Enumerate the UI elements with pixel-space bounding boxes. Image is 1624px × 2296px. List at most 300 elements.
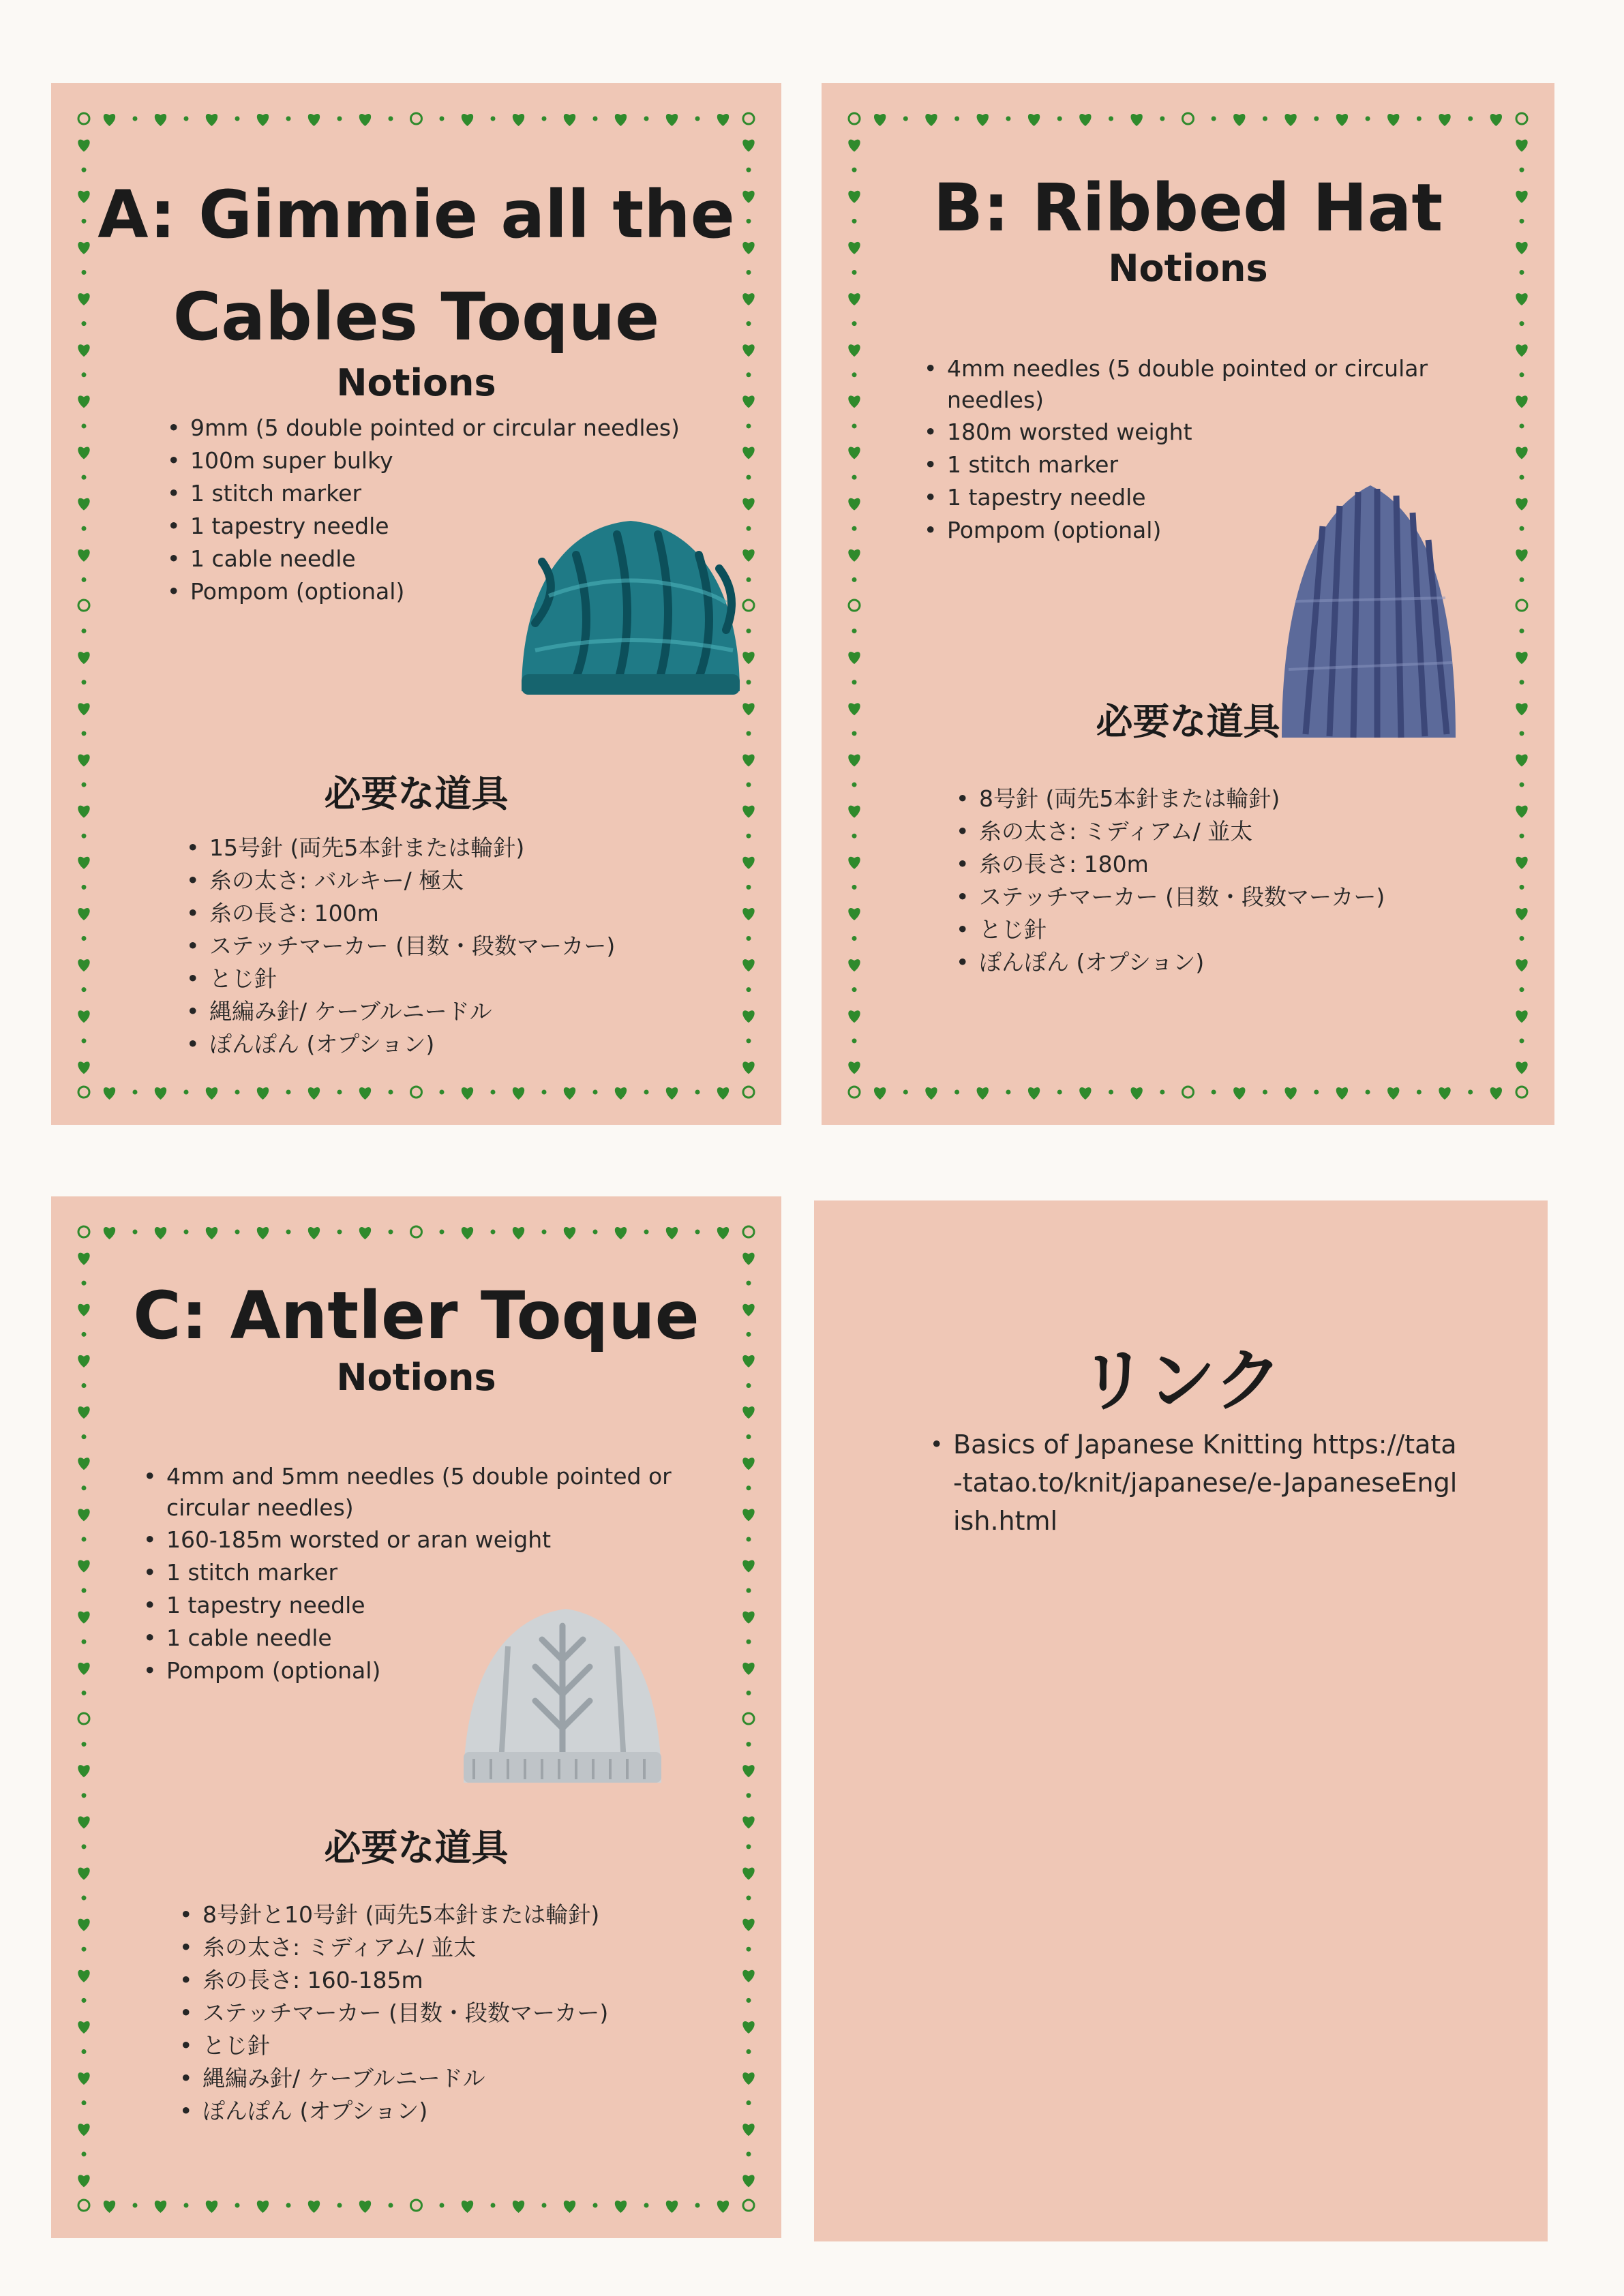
heart-icon <box>564 1227 575 1239</box>
dot-icon <box>1263 117 1267 121</box>
heart-icon <box>848 652 860 664</box>
links-title: リンク <box>1079 1341 1282 1421</box>
dot-icon <box>82 629 87 633</box>
dot-icon <box>852 987 857 992</box>
list-item: • 縄編み針/ ケーブルニードル <box>179 2062 608 2095</box>
heart-icon <box>848 806 860 818</box>
heart-icon <box>1516 754 1527 766</box>
heart-icon <box>1028 114 1040 126</box>
list-item: • ぽんぽん (オプション) <box>179 2095 608 2128</box>
heart-icon <box>78 2124 89 2136</box>
heart-icon <box>1336 114 1348 126</box>
heart-icon <box>742 857 754 869</box>
ring-icon <box>78 2200 89 2211</box>
dot-icon <box>440 1230 445 1235</box>
heart-icon <box>742 1663 754 1675</box>
dot-icon <box>286 2203 291 2208</box>
heart-icon <box>666 1227 678 1239</box>
heart-icon <box>848 908 860 920</box>
heart-icon <box>359 2201 371 2213</box>
heart-icon <box>78 1612 89 1624</box>
dot-icon <box>1263 1090 1267 1095</box>
heart-icon <box>1131 114 1143 126</box>
dot-icon <box>747 423 751 428</box>
dot-icon <box>1520 423 1524 428</box>
heart-icon <box>1490 1087 1502 1100</box>
list-item: • 糸の太さ: ミディアム/ 並太 <box>179 1931 608 1964</box>
dot-icon <box>852 629 857 633</box>
dot-icon <box>747 1691 751 1695</box>
heart-icon <box>1516 1010 1527 1023</box>
heart-icon <box>155 2201 166 2213</box>
dot-icon <box>286 1090 291 1095</box>
dot-icon <box>1520 987 1524 992</box>
dot-icon <box>491 2203 496 2208</box>
list-item: • 1 stitch marker <box>167 477 680 510</box>
list-item: • 1 tapestry needle <box>143 1589 698 1622</box>
dot-icon <box>1520 936 1524 941</box>
list-item: • とじ針 <box>956 913 1385 946</box>
heart-icon <box>155 1087 166 1100</box>
heart-icon <box>78 2175 89 2187</box>
heart-icon <box>462 114 473 126</box>
heart-icon <box>78 140 89 152</box>
list-item: • Pompom (optional) <box>167 575 680 608</box>
list-item: • 1 stitch marker <box>143 1556 698 1589</box>
dot-icon <box>440 1090 445 1095</box>
dot-icon <box>852 526 857 531</box>
link-item[interactable]: • Basics of Japanese Knitting https://tata-tatao.to/knit/japanese/e-JapaneseEnglish.html <box>930 1425 1458 1540</box>
dot-icon <box>1520 885 1524 890</box>
dot-icon <box>747 1434 751 1439</box>
heart-icon <box>206 1227 217 1239</box>
links-list <box>930 1425 1458 1540</box>
dot-icon <box>133 2203 138 2208</box>
ring-icon <box>1516 113 1527 124</box>
heart-icon <box>78 1663 89 1675</box>
dot-icon <box>286 1230 291 1235</box>
heart-icon <box>78 1970 89 1982</box>
dot-icon <box>852 321 857 326</box>
card-a-notions-heading: Notions <box>336 361 496 404</box>
heart-icon <box>1079 1087 1091 1100</box>
heart-icon <box>615 1087 627 1100</box>
dot-icon <box>82 2151 87 2156</box>
dot-icon <box>747 1588 751 1593</box>
heart-icon <box>742 1457 754 1470</box>
heart-icon <box>742 959 754 971</box>
heart-icon <box>206 1087 217 1100</box>
dot-icon <box>1160 117 1164 121</box>
dot-icon <box>82 1038 87 1043</box>
list-item: • ステッチマーカー (目数・段数マーカー) <box>956 881 1385 913</box>
dot-icon <box>852 423 857 428</box>
list-item: • 糸の太さ: ミディアム/ 並太 <box>956 815 1385 848</box>
dot-icon <box>1314 1090 1319 1095</box>
heart-icon <box>564 1087 575 1100</box>
heart-icon <box>717 2201 729 2213</box>
heart-icon <box>359 1227 371 1239</box>
dot-icon <box>82 936 87 941</box>
ring-icon <box>78 1713 89 1724</box>
card-c-notions-heading: Notions <box>336 1356 496 1399</box>
card-a-title-line1: A: Gimmie all the <box>97 177 735 253</box>
list-item: • 糸の長さ: 160-185m <box>179 1964 608 1997</box>
heart-icon <box>615 114 627 126</box>
heart-icon <box>564 2201 575 2213</box>
heart-icon <box>742 2021 754 2034</box>
dot-icon <box>82 834 87 839</box>
card-c <box>51 1196 781 2238</box>
heart-icon <box>1233 114 1245 126</box>
heart-icon <box>359 1087 371 1100</box>
dot-icon <box>747 475 751 480</box>
dot-icon <box>1468 117 1473 121</box>
dot-icon <box>133 1090 138 1095</box>
dot-icon <box>389 117 393 121</box>
heart-icon <box>78 1509 89 1521</box>
heart-icon <box>1490 114 1502 126</box>
dot-icon <box>440 2203 445 2208</box>
heart-icon <box>104 1227 115 1239</box>
dot-icon <box>954 1090 959 1095</box>
heart-icon <box>742 1509 754 1521</box>
list-item: • 8号針 (両先5本針または輪針) <box>956 783 1385 815</box>
dot-icon <box>747 936 751 941</box>
dot-icon <box>852 885 857 890</box>
dot-icon <box>184 117 189 121</box>
cable-hat-image <box>501 500 760 712</box>
heart-icon <box>742 1061 754 1074</box>
heart-icon <box>874 1087 886 1100</box>
heart-icon <box>1516 959 1527 971</box>
dot-icon <box>1520 834 1524 839</box>
list-item: • 1 cable needle <box>143 1622 698 1655</box>
dot-icon <box>593 117 598 121</box>
dot-icon <box>852 577 857 582</box>
list-item: • 180m worsted weight <box>924 416 1452 449</box>
ring-icon <box>849 1087 860 1098</box>
heart-icon <box>742 1970 754 1982</box>
dot-icon <box>1006 1090 1010 1095</box>
dot-icon <box>235 2203 240 2208</box>
card-c-jp-list <box>179 1899 608 2128</box>
card-c-title: C: Antler Toque <box>133 1278 700 1354</box>
dot-icon <box>82 1947 87 1952</box>
dot-icon <box>82 680 87 684</box>
dot-icon <box>852 783 857 787</box>
heart-icon <box>742 1253 754 1265</box>
card-c-jp-heading: 必要な道具 <box>324 1826 509 1869</box>
card-b-jp-heading: 必要な道具 <box>1096 700 1280 743</box>
dot-icon <box>82 731 87 736</box>
ring-icon <box>743 2200 754 2211</box>
heart-icon <box>717 1087 729 1100</box>
heart-icon <box>1439 114 1450 126</box>
ring-icon <box>78 113 89 124</box>
dot-icon <box>337 1090 342 1095</box>
heart-icon <box>1516 908 1527 920</box>
heart-icon <box>717 1227 729 1239</box>
dot-icon <box>852 475 857 480</box>
heart-icon <box>742 1612 754 1624</box>
heart-icon <box>104 114 115 126</box>
dot-icon <box>1006 117 1010 121</box>
list-item: • 1 stitch marker <box>924 449 1452 481</box>
heart-icon <box>78 498 89 511</box>
dot-icon <box>542 117 547 121</box>
dot-icon <box>1109 1090 1113 1095</box>
card-links <box>814 1200 1548 2241</box>
dot-icon <box>1520 783 1524 787</box>
heart-icon <box>1516 140 1527 152</box>
dot-icon <box>852 1038 857 1043</box>
heart-icon <box>1439 1087 1450 1100</box>
heart-icon <box>1284 114 1296 126</box>
heart-icon <box>78 2021 89 2034</box>
heart-icon <box>1028 1087 1040 1100</box>
heart-icon <box>308 114 320 126</box>
list-item: • 4mm needles (5 double pointed or circular needles) <box>924 353 1452 416</box>
dot-icon <box>542 1090 547 1095</box>
dot-icon <box>852 834 857 839</box>
list-item: • 糸の太さ: バルキー/ 極太 <box>186 864 615 897</box>
dot-icon <box>82 475 87 480</box>
dot-icon <box>852 680 857 684</box>
dot-icon <box>903 1090 908 1095</box>
list-item: • 糸の長さ: 180m <box>956 848 1385 881</box>
dot-icon <box>389 1090 393 1095</box>
heart-icon <box>666 2201 678 2213</box>
dot-icon <box>337 2203 342 2208</box>
ring-icon <box>849 113 860 124</box>
heart-icon <box>848 395 860 408</box>
list-item: • 糸の長さ: 100m <box>186 897 615 930</box>
heart-icon <box>78 1457 89 1470</box>
card-a-jp-list <box>186 832 615 1061</box>
dot-icon <box>747 2151 751 2156</box>
heart-icon <box>742 140 754 152</box>
card-b-notions-heading: Notions <box>1108 247 1268 290</box>
heart-icon <box>206 2201 217 2213</box>
heart-icon <box>615 1227 627 1239</box>
ring-icon <box>411 2200 422 2211</box>
heart-icon <box>462 1227 473 1239</box>
heart-icon <box>848 754 860 766</box>
card-a <box>51 83 781 1125</box>
dot-icon <box>954 117 959 121</box>
heart-icon <box>104 2201 115 2213</box>
heart-icon <box>848 344 860 357</box>
heart-icon <box>78 1406 89 1419</box>
heart-icon <box>78 1560 89 1573</box>
heart-icon <box>1516 806 1527 818</box>
heart-icon <box>848 293 860 305</box>
dot-icon <box>389 2203 393 2208</box>
ring-icon <box>411 1087 422 1098</box>
dot-icon <box>133 1230 138 1235</box>
dot-icon <box>389 1230 393 1235</box>
heart-icon <box>155 114 166 126</box>
card-b <box>822 83 1554 1125</box>
heart-icon <box>742 2175 754 2187</box>
dot-icon <box>235 1090 240 1095</box>
heart-icon <box>78 857 89 869</box>
list-item: • 1 cable needle <box>167 543 680 575</box>
heart-icon <box>1284 1087 1296 1100</box>
dot-icon <box>1520 629 1524 633</box>
dot-icon <box>903 117 908 121</box>
heart-icon <box>78 549 89 562</box>
dot-icon <box>747 1793 751 1798</box>
dot-icon <box>82 526 87 531</box>
heart-icon <box>257 2201 269 2213</box>
heart-icon <box>206 114 217 126</box>
list-item: • ぽんぽん (オプション) <box>186 1028 615 1061</box>
ring-icon <box>743 1226 754 1237</box>
list-item: • Pompom (optional) <box>143 1655 698 1687</box>
ring-icon <box>1516 1087 1527 1098</box>
dot-icon <box>235 117 240 121</box>
heart-icon <box>1516 549 1527 562</box>
heart-icon <box>742 1765 754 1777</box>
dot-icon <box>1468 1090 1473 1095</box>
heart-icon <box>155 1227 166 1239</box>
dot-icon <box>82 1691 87 1695</box>
heart-icon <box>513 114 524 126</box>
dot-icon <box>82 1434 87 1439</box>
list-item: • 4mm and 5mm needles (5 double pointed or circular needles) <box>143 1461 698 1524</box>
dot-icon <box>852 372 857 377</box>
heart-icon <box>742 2072 754 2085</box>
card-b-title: B: Ribbed Hat <box>933 170 1443 246</box>
dot-icon <box>747 885 751 890</box>
dot-icon <box>644 117 649 121</box>
dot-icon <box>695 1230 700 1235</box>
heart-icon <box>78 908 89 920</box>
ring-icon <box>743 113 754 124</box>
dot-icon <box>82 423 87 428</box>
ring-icon <box>411 113 422 124</box>
dot-icon <box>852 936 857 941</box>
dot-icon <box>644 1090 649 1095</box>
dot-icon <box>337 117 342 121</box>
dot-icon <box>1417 117 1422 121</box>
dot-icon <box>1366 117 1370 121</box>
heart-icon <box>977 114 989 126</box>
dot-icon <box>82 2100 87 2105</box>
heart-icon <box>1516 447 1527 459</box>
heart-icon <box>848 140 860 152</box>
dot-icon <box>82 1640 87 1644</box>
dot-icon <box>747 731 751 736</box>
dot-icon <box>337 1230 342 1235</box>
dot-icon <box>542 1230 547 1235</box>
dot-icon <box>695 2203 700 2208</box>
dot-icon <box>593 1230 598 1235</box>
dot-icon <box>593 2203 598 2208</box>
heart-icon <box>925 114 937 126</box>
ring-icon <box>1516 600 1527 611</box>
dot-icon <box>747 1947 751 1952</box>
dot-icon <box>1160 1090 1164 1095</box>
dot-icon <box>1520 372 1524 377</box>
antler-hat-image <box>453 1592 672 1796</box>
heart-icon <box>308 1087 320 1100</box>
card-a-title <box>51 164 781 368</box>
heart-icon <box>513 1227 524 1239</box>
heart-icon <box>848 1010 860 1023</box>
heart-icon <box>257 1087 269 1100</box>
list-item: • ステッチマーカー (目数・段数マーカー) <box>179 1997 608 2029</box>
heart-icon <box>78 2072 89 2085</box>
list-item: • 160-185m worsted or aran weight <box>143 1524 698 1556</box>
dot-icon <box>1109 117 1113 121</box>
heart-icon <box>742 1406 754 1419</box>
dot-icon <box>747 1537 751 1541</box>
heart-icon <box>977 1087 989 1100</box>
dot-icon <box>695 117 700 121</box>
dot-icon <box>1212 1090 1216 1095</box>
dot-icon <box>235 1230 240 1235</box>
ring-icon <box>78 600 89 611</box>
heart-icon <box>462 2201 473 2213</box>
dot-icon <box>1057 117 1062 121</box>
dot-icon <box>747 987 751 992</box>
heart-icon <box>1336 1087 1348 1100</box>
dot-icon <box>82 1998 87 2003</box>
heart-icon <box>1516 652 1527 664</box>
heart-icon <box>78 1765 89 1777</box>
dot-icon <box>82 1793 87 1798</box>
dot-icon <box>1417 1090 1422 1095</box>
heart-icon <box>742 1560 754 1573</box>
ring-icon <box>78 1226 89 1237</box>
dot-icon <box>747 834 751 839</box>
dot-icon <box>1314 117 1319 121</box>
dot-icon <box>82 1896 87 1901</box>
ring-icon <box>743 1713 754 1724</box>
list-item: • 100m super bulky <box>167 444 680 477</box>
heart-icon <box>848 549 860 562</box>
dot-icon <box>82 1537 87 1541</box>
heart-icon <box>848 447 860 459</box>
heart-icon <box>1516 498 1527 511</box>
heart-icon <box>1131 1087 1143 1100</box>
card-b-jp-list <box>956 783 1385 979</box>
heart-icon <box>742 908 754 920</box>
dot-icon <box>644 1230 649 1235</box>
dot-icon <box>747 2049 751 2054</box>
heart-icon <box>1516 293 1527 305</box>
list-item: • 縄編み針/ ケーブルニードル <box>186 995 615 1028</box>
list-item: • 15号針 (両先5本針または輪針) <box>186 832 615 864</box>
dot-icon <box>82 1588 87 1593</box>
ring-icon <box>743 1087 754 1098</box>
list-item: • ぽんぽん (オプション) <box>956 946 1385 979</box>
dot-icon <box>184 2203 189 2208</box>
ring-icon <box>78 1087 89 1098</box>
ring-icon <box>411 1226 422 1237</box>
heart-icon <box>257 1227 269 1239</box>
heart-icon <box>308 2201 320 2213</box>
dot-icon <box>747 1485 751 1490</box>
list-item: • 8号針と10号針 (両先5本針または輪針) <box>179 1899 608 1931</box>
heart-icon <box>1079 114 1091 126</box>
heart-icon <box>742 1010 754 1023</box>
dot-icon <box>1520 526 1524 531</box>
heart-icon <box>1516 1061 1527 1074</box>
